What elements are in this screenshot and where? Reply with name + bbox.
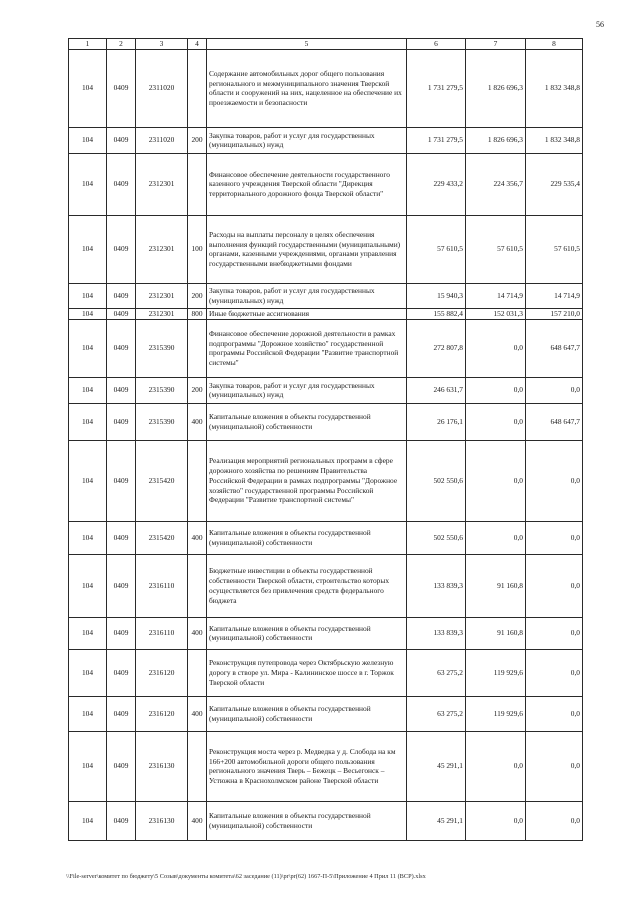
table-row <box>69 215 583 283</box>
cell-amount-1: 63 275,2 <box>407 649 466 696</box>
cell-ministry-code: 104 <box>69 403 107 440</box>
cell-expense-type <box>188 554 207 617</box>
cell-amount-2: 1 826 696,3 <box>466 49 526 127</box>
cell-ministry-code: 104 <box>69 617 107 649</box>
cell-amount-3: 0,0 <box>526 617 583 649</box>
cell-amount-1: 1 731 279,5 <box>407 127 466 153</box>
cell-expense-type <box>188 319 207 377</box>
file-path-footer: \\File-server\комитет по бюджету\5 Созыв\документы комитета\62 заседание (11)\pr\pr(62) 1667-П-5\Приложение 4 Прил 11 (ВСР).xlsx <box>66 873 426 880</box>
header-row <box>69 39 583 50</box>
cell-description: Расходы на выплаты персоналу в целях обеспечения выполнения функций государственными (муниципальными) органами, казенными учреждениями, органами управления государственными внебюджетными фондами <box>207 215 407 283</box>
cell-section-code: 0409 <box>107 127 136 153</box>
cell-section-code: 0409 <box>107 377 136 403</box>
cell-section-code: 0409 <box>107 521 136 554</box>
cell-description: Содержание автомобильных дорог общего пользования регионального и межмуниципального значения Тверской области и сооружений на них, нацеленное на обеспечение их проезжаемости и безопасности <box>207 49 407 127</box>
cell-target-article: 2311020 <box>136 127 188 153</box>
cell-expense-type: 400 <box>188 521 207 554</box>
table-row <box>69 283 583 308</box>
cell-description: Закупка товаров, работ и услуг для государственных (муниципальных) нужд <box>207 283 407 308</box>
cell-expense-type: 800 <box>188 308 207 319</box>
table-row <box>69 731 583 801</box>
table-row <box>69 49 583 127</box>
cell-amount-1: 1 731 279,5 <box>407 49 466 127</box>
table-row <box>69 127 583 153</box>
cell-ministry-code: 104 <box>69 554 107 617</box>
column-header: 2 <box>107 39 136 50</box>
cell-description: Иные бюджетные ассигнования <box>207 308 407 319</box>
cell-amount-3: 0,0 <box>526 801 583 840</box>
table-row <box>69 319 583 377</box>
table-row <box>69 377 583 403</box>
cell-expense-type: 200 <box>188 127 207 153</box>
cell-description: Капитальные вложения в объекты государственной (муниципальной) собственности <box>207 696 407 731</box>
table-body <box>69 49 583 840</box>
cell-ministry-code: 104 <box>69 731 107 801</box>
cell-amount-3: 0,0 <box>526 440 583 521</box>
cell-target-article: 2315420 <box>136 521 188 554</box>
cell-amount-1: 45 291,1 <box>407 731 466 801</box>
cell-expense-type: 200 <box>188 283 207 308</box>
cell-amount-2: 152 031,3 <box>466 308 526 319</box>
column-header: 5 <box>207 39 407 50</box>
cell-amount-1: 246 631,7 <box>407 377 466 403</box>
cell-expense-type <box>188 649 207 696</box>
cell-target-article: 2312301 <box>136 153 188 215</box>
cell-amount-3: 0,0 <box>526 731 583 801</box>
cell-target-article: 2316110 <box>136 617 188 649</box>
cell-expense-type: 100 <box>188 215 207 283</box>
cell-ministry-code: 104 <box>69 319 107 377</box>
cell-amount-2: 0,0 <box>466 403 526 440</box>
budget-table <box>68 38 583 841</box>
cell-amount-3: 157 210,0 <box>526 308 583 319</box>
cell-amount-3: 0,0 <box>526 649 583 696</box>
cell-expense-type <box>188 153 207 215</box>
cell-amount-1: 229 433,2 <box>407 153 466 215</box>
cell-target-article: 2312301 <box>136 283 188 308</box>
cell-amount-1: 133 839,3 <box>407 617 466 649</box>
cell-section-code: 0409 <box>107 649 136 696</box>
cell-ministry-code: 104 <box>69 215 107 283</box>
cell-expense-type: 400 <box>188 696 207 731</box>
cell-amount-1: 272 807,8 <box>407 319 466 377</box>
cell-amount-2: 0,0 <box>466 440 526 521</box>
page-number: 56 <box>596 20 604 29</box>
cell-ministry-code: 104 <box>69 649 107 696</box>
column-header: 7 <box>466 39 526 50</box>
cell-target-article: 2315390 <box>136 377 188 403</box>
table-row <box>69 153 583 215</box>
cell-expense-type: 400 <box>188 403 207 440</box>
cell-amount-3: 648 647,7 <box>526 403 583 440</box>
cell-ministry-code: 104 <box>69 283 107 308</box>
cell-amount-2: 57 610,5 <box>466 215 526 283</box>
cell-amount-1: 133 839,3 <box>407 554 466 617</box>
cell-section-code: 0409 <box>107 49 136 127</box>
cell-description: Бюджетные инвестиции в объекты государственной собственности Тверской области, строительство которых осуществляется без привлечения средств федерального бюджета <box>207 554 407 617</box>
cell-ministry-code: 104 <box>69 377 107 403</box>
cell-amount-3: 0,0 <box>526 521 583 554</box>
cell-target-article: 2316130 <box>136 801 188 840</box>
cell-amount-2: 91 160,8 <box>466 554 526 617</box>
cell-amount-3: 0,0 <box>526 377 583 403</box>
cell-description: Капитальные вложения в объекты государственной (муниципальной) собственности <box>207 617 407 649</box>
table-row <box>69 308 583 319</box>
cell-amount-2: 0,0 <box>466 731 526 801</box>
column-header: 6 <box>407 39 466 50</box>
column-header: 3 <box>136 39 188 50</box>
cell-expense-type <box>188 731 207 801</box>
table-row <box>69 521 583 554</box>
cell-amount-2: 0,0 <box>466 521 526 554</box>
cell-amount-3: 0,0 <box>526 696 583 731</box>
cell-section-code: 0409 <box>107 801 136 840</box>
cell-section-code: 0409 <box>107 696 136 731</box>
cell-amount-1: 155 882,4 <box>407 308 466 319</box>
cell-target-article: 2316110 <box>136 554 188 617</box>
cell-amount-2: 14 714,9 <box>466 283 526 308</box>
table-row <box>69 801 583 840</box>
cell-amount-2: 0,0 <box>466 319 526 377</box>
cell-expense-type: 400 <box>188 617 207 649</box>
cell-target-article: 2312301 <box>136 308 188 319</box>
cell-amount-1: 15 940,3 <box>407 283 466 308</box>
cell-amount-3: 1 832 348,8 <box>526 127 583 153</box>
table-row <box>69 617 583 649</box>
cell-description: Капитальные вложения в объекты государственной (муниципальной) собственности <box>207 801 407 840</box>
cell-section-code: 0409 <box>107 319 136 377</box>
table-row <box>69 696 583 731</box>
column-header: 1 <box>69 39 107 50</box>
cell-ministry-code: 104 <box>69 521 107 554</box>
cell-section-code: 0409 <box>107 440 136 521</box>
cell-target-article: 2311020 <box>136 49 188 127</box>
cell-target-article: 2316130 <box>136 731 188 801</box>
cell-expense-type: 200 <box>188 377 207 403</box>
cell-description: Реконструкция путепровода через Октябрьскую железную дорогу в створе ул. Мира - Калининское шоссе в г. Торжок Тверской области <box>207 649 407 696</box>
cell-description: Финансовое обеспечение дорожной деятельности в рамках подпрограммы "Дорожное хозяйство" государственной программы Российской Федерации "Развитие транспортной системы" <box>207 319 407 377</box>
cell-amount-1: 26 176,1 <box>407 403 466 440</box>
cell-amount-3: 648 647,7 <box>526 319 583 377</box>
cell-section-code: 0409 <box>107 554 136 617</box>
cell-ministry-code: 104 <box>69 127 107 153</box>
cell-ministry-code: 104 <box>69 153 107 215</box>
cell-amount-2: 224 356,7 <box>466 153 526 215</box>
cell-description: Капитальные вложения в объекты государственной (муниципальной) собственности <box>207 521 407 554</box>
cell-section-code: 0409 <box>107 731 136 801</box>
cell-section-code: 0409 <box>107 153 136 215</box>
cell-amount-2: 1 826 696,3 <box>466 127 526 153</box>
cell-ministry-code: 104 <box>69 308 107 319</box>
cell-expense-type: 400 <box>188 801 207 840</box>
cell-description: Реализация мероприятий региональных программ в сфере дорожного хозяйства по решениям Правительства Российской Федерации в рамках подпрограммы "Дорожное хозяйство" государственной программы Российской Федерации "Развитие транспортной системы" <box>207 440 407 521</box>
cell-section-code: 0409 <box>107 617 136 649</box>
cell-amount-1: 45 291,1 <box>407 801 466 840</box>
cell-amount-3: 0,0 <box>526 554 583 617</box>
cell-ministry-code: 104 <box>69 696 107 731</box>
cell-ministry-code: 104 <box>69 801 107 840</box>
cell-amount-2: 0,0 <box>466 377 526 403</box>
cell-description: Закупка товаров, работ и услуг для государственных (муниципальных) нужд <box>207 127 407 153</box>
cell-amount-1: 63 275,2 <box>407 696 466 731</box>
cell-amount-1: 502 550,6 <box>407 521 466 554</box>
cell-amount-1: 502 550,6 <box>407 440 466 521</box>
column-header: 8 <box>526 39 583 50</box>
cell-description: Финансовое обеспечение деятельности государственного казенного учреждения Тверской области "Дирекция территориального дорожного фонда Тверской области" <box>207 153 407 215</box>
cell-section-code: 0409 <box>107 215 136 283</box>
cell-amount-2: 119 929,6 <box>466 649 526 696</box>
cell-target-article: 2316120 <box>136 649 188 696</box>
cell-ministry-code: 104 <box>69 440 107 521</box>
cell-section-code: 0409 <box>107 403 136 440</box>
cell-target-article: 2315420 <box>136 440 188 521</box>
cell-amount-2: 119 929,6 <box>466 696 526 731</box>
cell-amount-1: 57 610,5 <box>407 215 466 283</box>
cell-target-article: 2315390 <box>136 319 188 377</box>
cell-amount-3: 1 832 348,8 <box>526 49 583 127</box>
table-row <box>69 554 583 617</box>
cell-expense-type <box>188 440 207 521</box>
cell-target-article: 2312301 <box>136 215 188 283</box>
cell-amount-2: 91 160,8 <box>466 617 526 649</box>
cell-target-article: 2316120 <box>136 696 188 731</box>
table-row <box>69 403 583 440</box>
cell-section-code: 0409 <box>107 308 136 319</box>
cell-ministry-code: 104 <box>69 49 107 127</box>
cell-section-code: 0409 <box>107 283 136 308</box>
cell-amount-3: 14 714,9 <box>526 283 583 308</box>
cell-description: Реконструкция моста через р. Медведка у д. Слобода на км 166+200 автомобильной дороги общего пользования регионального значения Тверь – Бежецк – Весьегонск – Устюжна в Краснохолмском районе Тверской области <box>207 731 407 801</box>
cell-amount-3: 57 610,5 <box>526 215 583 283</box>
cell-amount-3: 229 535,4 <box>526 153 583 215</box>
cell-description: Закупка товаров, работ и услуг для государственных (муниципальных) нужд <box>207 377 407 403</box>
cell-description: Капитальные вложения в объекты государственной (муниципальной) собственности <box>207 403 407 440</box>
cell-amount-2: 0,0 <box>466 801 526 840</box>
table-row <box>69 440 583 521</box>
cell-expense-type <box>188 49 207 127</box>
cell-target-article: 2315390 <box>136 403 188 440</box>
column-header: 4 <box>188 39 207 50</box>
table-row <box>69 649 583 696</box>
